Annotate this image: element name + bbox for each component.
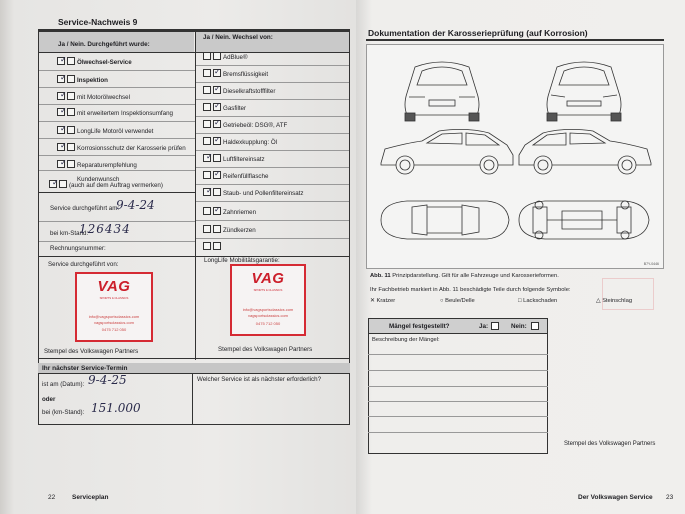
row-rule [196, 238, 349, 239]
checkmark: ✓ [214, 135, 221, 144]
car-diagram-figure [366, 44, 664, 269]
row-rule [196, 65, 349, 66]
col2-header: Ja / Nein. Wechsel von: [203, 34, 273, 41]
stamp-caption-right-page: Stempel des Volkswagen Partners [564, 441, 656, 447]
item-label: Ölwechsel-Service [77, 59, 132, 66]
checkmark: ✓ [214, 67, 221, 76]
invoice-label: Rechnungsnummer: [50, 245, 106, 252]
row-rule [196, 167, 349, 168]
defects-yes-label: Ja: [479, 323, 489, 330]
defects-no-checkbox[interactable] [531, 322, 539, 330]
item-label: Luftfiltereinsatz [223, 156, 265, 163]
stamp-subtitle: SPORTS & CLASSICS [99, 296, 129, 300]
dealer-stamp-left [75, 272, 153, 342]
item-label: Haldexkupplung: Öl [223, 139, 278, 146]
checkmark: ✓ [214, 84, 221, 93]
checkmark: ✓ [214, 169, 221, 178]
footer-label-left: Serviceplan [72, 494, 109, 501]
row-rule [368, 401, 548, 402]
item-label: Gasfilter [223, 105, 247, 112]
service-date-label: Service durchgeführt am: [50, 205, 120, 212]
stamp-phone: 0475 712 050 [101, 327, 127, 332]
car-rear-view [405, 62, 479, 121]
row-rule [368, 386, 548, 387]
defects-question: Mängel festgestellt? [389, 323, 450, 330]
page-number-left: 22 [48, 494, 56, 501]
next-km-value[interactable]: 151.000 [91, 401, 141, 415]
checkmark: ✓ [206, 152, 213, 161]
row-rule [196, 99, 349, 100]
checkmark: ✓ [214, 205, 221, 214]
right-page [356, 0, 685, 514]
car-diagram [367, 45, 663, 268]
figure-caption [370, 273, 559, 279]
stamp-phone: 0475 712 050 [255, 321, 281, 326]
item-adblue[interactable] [203, 52, 248, 61]
dealer-stamp-right [230, 264, 306, 336]
row-rule [39, 170, 195, 171]
checkmark: ✓ [60, 55, 67, 64]
stamp-subtitle: SPORTS & CLASSICS [253, 288, 283, 292]
item-label: Staub- und Pollenfiltereinsatz [223, 190, 304, 197]
row-rule [39, 121, 195, 122]
row-rule [196, 220, 349, 221]
row-rule [39, 138, 195, 139]
item-empty[interactable] [203, 242, 223, 251]
faded-stamp [602, 278, 654, 310]
row-rule [368, 370, 548, 371]
row-rule [196, 184, 349, 185]
row-rule [368, 333, 548, 334]
footer-label-right: Der Volkswagen Service [578, 494, 653, 501]
checkmark: ✓ [52, 178, 59, 187]
next-date-label: ist am (Datum): [42, 381, 85, 388]
longlife-label: LongLife Mobilitätsgarantie: [204, 257, 280, 264]
row-rule [39, 155, 195, 156]
item-label: Bremsflüssigkeit [223, 71, 269, 78]
column-divider [195, 256, 196, 360]
checkmark: ✓ [206, 186, 213, 195]
next-service-title: Ihr nächster Service-Termin [42, 365, 128, 372]
row-rule [196, 116, 349, 117]
row-rule [368, 432, 548, 433]
item-corrosion-check[interactable] [57, 143, 186, 152]
item-label: Reparaturempfehlung [77, 162, 137, 169]
stamp-web: vagsportsclassics.com [247, 313, 288, 318]
item-label: mit erweitertem Inspektionsumfang [77, 110, 173, 117]
item-extended-inspection[interactable] [57, 108, 173, 117]
symbol-stone-chip: △ Steinschlag [596, 298, 633, 304]
row-rule [39, 87, 195, 88]
item-label: (auch auf dem Auftrag vermerken) [69, 182, 163, 189]
next-date-value[interactable]: 9-4-25 [88, 373, 127, 387]
stamp-email: info@vagsportsclassics.com [88, 314, 140, 319]
km-label: bei km-Stand: [50, 230, 89, 237]
item-label: Korrosionsschutz der Karosserie prüfen [77, 145, 186, 152]
item-repair-recommendation[interactable] [57, 160, 137, 169]
item-with-oil-change[interactable] [57, 92, 130, 101]
item-label: Kundenwunsch [77, 176, 120, 183]
checkmark: ✓ [60, 106, 67, 115]
title-rule [366, 39, 664, 41]
row-rule [39, 70, 195, 71]
body-check-title: Dokumentation der Karosserieprüfung (auf Korrosion) [368, 28, 588, 38]
symbol-scratch: ✕ Kratzer [370, 298, 396, 304]
checkmark: ✓ [60, 141, 67, 150]
row-rule [196, 133, 349, 134]
car-top-view [381, 201, 509, 239]
checkmark: ✓ [214, 101, 221, 110]
row-rule [368, 416, 548, 417]
checkmark: ✓ [60, 158, 67, 167]
row-rule [38, 358, 350, 359]
car-front-view [547, 62, 621, 121]
item-label: Inspektion [77, 77, 108, 84]
which-service-label: Welcher Service ist als nächster erforderlich? [197, 376, 322, 383]
item-longlife-oil[interactable] [57, 126, 153, 135]
car-underbody-view [519, 201, 649, 239]
checkmark: ✓ [214, 118, 221, 127]
figure-code: B7Y-0446 [643, 262, 659, 266]
item-label: AdBlue® [223, 54, 248, 61]
row-rule [368, 354, 548, 355]
service-record-title: Service-Nachweis 9 [58, 17, 138, 27]
item-tyre-inflator[interactable] [203, 171, 268, 180]
stamp-web: vagsportsclassics.com [93, 320, 134, 325]
item-label: Reifenfüllflasche [223, 173, 269, 180]
car-side-view-right [519, 129, 651, 174]
stamp-email: info@vagsportsclassics.com [242, 307, 294, 312]
item-label: LongLife Motoröl verwendet [77, 128, 154, 135]
next-km-label: bei (km-Stand): [42, 409, 85, 416]
item-label: Dieselkraftstofffilter [223, 88, 276, 95]
item-label: Zahnriemen [223, 209, 257, 216]
item-gas-filter[interactable] [203, 103, 246, 112]
defects-description-label: Beschreibung der Mängel: [372, 337, 440, 343]
stamp-logo: VAG [97, 278, 131, 295]
service-date-value[interactable]: 9-4-24 [116, 198, 155, 212]
header-rule [38, 52, 350, 53]
km-value[interactable]: 126434 [79, 222, 131, 236]
instruction-text: Ihr Fachbetrieb markiert in Abb. 11 beschädigte Teile durch folgende Symbole: [370, 287, 571, 293]
item-label: mit Motorölwechsel [77, 94, 130, 101]
item-spark-plugs[interactable] [203, 225, 256, 234]
performed-by-label: Service durchgeführt von: [48, 261, 119, 268]
defects-yes-checkbox[interactable] [491, 322, 499, 330]
col1-header: Ja / Nein. Durchgeführt wurde: [58, 41, 150, 48]
caption-label: Abb. 11 [370, 273, 391, 279]
defects-no-label: Nein: [511, 323, 527, 330]
symbol-paint-damage: □ Lackschaden [518, 298, 558, 304]
item-label: Getriebeöl: DSG®, ATF [223, 122, 288, 129]
stamp-logo: VAG [251, 270, 285, 287]
item-pollen-filter[interactable] [203, 188, 304, 197]
item-label: Zündkerzen [223, 227, 256, 234]
page-number-right: 23 [666, 494, 674, 501]
checkmark: ✓ [60, 90, 67, 99]
stamp-caption-right: Stempel des Volkswagen Partners [218, 346, 313, 353]
row-rule [196, 150, 349, 151]
item-timing-belt[interactable] [203, 207, 256, 216]
row-rule [39, 192, 195, 193]
row-rule [38, 256, 350, 257]
symbol-dent: ○ Beule/Delle [440, 298, 475, 304]
checkmark: ✓ [60, 73, 67, 82]
row-rule [196, 201, 349, 202]
checkmark: ✓ [60, 124, 67, 133]
item-oil-service[interactable] [57, 57, 132, 66]
item-customer-request-note [49, 180, 163, 189]
stamp-caption-left: Stempel des Volkswagen Partners [44, 348, 139, 355]
row-rule [39, 241, 195, 242]
column-divider [192, 373, 193, 425]
row-rule [39, 104, 195, 105]
car-side-view-left [381, 129, 513, 174]
caption-text: Prinzipdarstellung. Gilt für alle Fahrzeuge und Karosserieformen. [392, 273, 559, 279]
or-label: oder [42, 396, 56, 403]
item-brake-fluid[interactable] [203, 69, 268, 78]
row-rule [196, 82, 349, 83]
